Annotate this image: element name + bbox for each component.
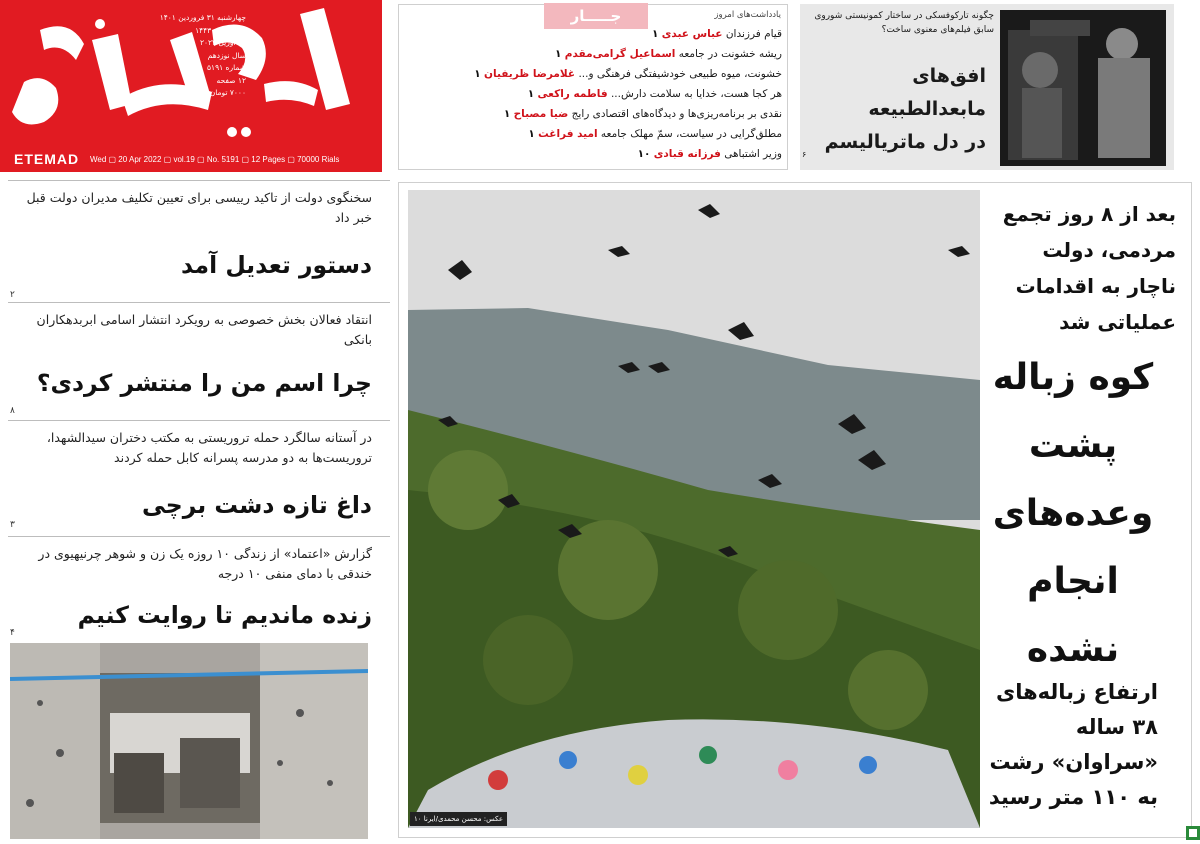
note-item[interactable]: [555, 47, 782, 61]
page-number: ۸: [10, 406, 15, 416]
note-author: امید فراغت: [538, 128, 598, 140]
story-headline[interactable]: دستور تعدیل آمد: [180, 251, 372, 279]
photo-credit-text: عکس: محسن محمدی/ایرنا: [423, 815, 504, 823]
date-line: ۲۰ آوریل ۲۰۲۲: [199, 38, 246, 47]
note-author: فاطمه راکعی: [537, 88, 608, 100]
photo-credit: [410, 812, 507, 826]
note-author: عباس عبدی: [661, 28, 723, 40]
main-headline-line: پشت: [1028, 425, 1118, 466]
masthead-dates: [150, 12, 246, 100]
date-line: ۷۰۰۰ تومان: [209, 88, 246, 97]
note-page: ۱: [528, 128, 535, 140]
note-item[interactable]: [652, 27, 782, 41]
divider: [8, 302, 390, 303]
main-story-subhead: ارتفاع زباله‌های ۳۸ ساله «سراوان» رشت به ۱۱۰ متر رسید: [988, 680, 1158, 809]
note-page: ۱: [527, 88, 535, 100]
teaser-headline-line: مابعدالطبیعه: [868, 98, 986, 120]
note-author: فرزانه قبادی: [653, 148, 721, 160]
date-line: ۱۸ رمضان ۱۴۴۳: [195, 25, 246, 35]
date-line: ۱۲ صفحه: [216, 75, 246, 85]
date-line: سال نوزدهم: [207, 50, 246, 60]
main-headline-line: نشده: [1026, 629, 1120, 670]
divider: [8, 180, 390, 181]
story-kicker: سخنگوی دولت از تاکید رییسی برای تعیین تکلیف مدیران دولت قبل خبر داد: [26, 190, 372, 225]
brand-latin: ETEMAD: [14, 151, 80, 167]
note-text: قیام فرزندان: [725, 28, 782, 40]
divider: [8, 420, 390, 421]
teaser-kicker: چگونه تارکوفسکی در ساختار کمونیستی شوروی سابق فیلم‌های معنوی ساخت؟: [814, 11, 994, 35]
story-kicker: گزارش «اعتماد» از زندگی ۱۰ روزه یک زن و شوهر چرنیهیوی در خندقی با دمای منفی ۱۰ درجه: [38, 546, 372, 581]
note-text: خشونت، میوه طبیعی خودشیفتگی فرهنگی و...: [578, 68, 782, 80]
note-author: غلامرضا ظریفیان: [484, 68, 576, 80]
story-headline[interactable]: چرا اسم من را منتشر کردی؟: [36, 369, 372, 397]
page-number: ۴: [10, 628, 15, 638]
note-text: ریشه خشونت در جامعه: [678, 48, 782, 60]
note-text: نقدی بر برنامه‌ریزی‌ها و دیدگاه‌های اقتصادی رایج: [571, 108, 782, 120]
main-story-kicker: بعد از ۸ روز تجمع مردمی، دولت ناچار به اقدامات عملیاتی شد: [1002, 202, 1176, 334]
note-author: ضیا مصباح: [513, 108, 569, 120]
note-item[interactable]: [528, 87, 782, 101]
note-page: ۱۰: [637, 148, 651, 160]
page-number: ۳: [10, 520, 15, 530]
note-item[interactable]: [474, 67, 782, 81]
date-line: شماره ۵۱۹۱: [207, 63, 246, 72]
note-item[interactable]: [638, 147, 782, 161]
story-kicker: انتقاد فعالان بخش خصوصی به رویکرد انتشار اسامی ابربدهکاران بانکی: [36, 312, 372, 347]
page-number: ۲: [10, 290, 15, 300]
teaser-headline-line: افق‌های: [912, 65, 986, 87]
story-kicker: در آستانه سالگرد حمله تروریستی به مکتب دختران سیدالشهدا، تروریست‌ها به دو مدرسه پسرانه کابل حمله کردند: [46, 430, 372, 465]
main-headline-line: کوه زباله: [992, 357, 1154, 398]
note-page: ۱: [652, 28, 659, 40]
photo-credit-page: ۱۰: [414, 815, 422, 823]
main-photo-garbage-hill[interactable]: [408, 190, 980, 828]
note-text: مطلق‌گرایی در سیاست، سمّ مهلک جامعه: [600, 128, 782, 140]
story-headline[interactable]: داغ تازه دشت برچی: [142, 491, 372, 519]
issue-line: Wed ▢ 20 Apr 2022 ▢ vol.19 ▢ No. 5191 ▢ 12 Pages ▢ 70000 Rials: [90, 155, 340, 164]
teaser-headline-line: در دل ماتریالیسم: [824, 131, 986, 153]
notes-tag: جـــــار: [544, 3, 648, 29]
main-headline-line: وعده‌های: [992, 493, 1154, 534]
note-page: ۱: [474, 68, 481, 80]
war-damage-photo: [10, 643, 368, 839]
note-item[interactable]: [528, 127, 782, 141]
date-line: چهارشنبه ۳۱ فروردین ۱۴۰۱: [159, 13, 246, 22]
note-text: وزیر اشتباهی: [724, 148, 782, 160]
note-page: ۱: [555, 48, 562, 60]
note-item[interactable]: [504, 107, 782, 121]
divider: [8, 536, 390, 537]
notes-title: یادداشت‌های امروز: [714, 10, 781, 20]
main-story-headline[interactable]: [988, 344, 1158, 684]
teaser-page: ۶: [802, 150, 807, 159]
note-page: ۱: [503, 108, 511, 120]
corner-barcode-icon: [1186, 826, 1200, 840]
story-headline[interactable]: زنده ماندیم تا روایت کنیم: [77, 601, 372, 629]
note-text: هر کجا هست، خدایا به سلامت دارش...: [610, 88, 782, 100]
teaser-photo: [1000, 10, 1166, 166]
note-author: اسماعیل گرامی‌مقدم: [564, 48, 676, 60]
teaser-headline: [806, 60, 986, 159]
main-headline-line: انجام: [1027, 561, 1119, 602]
